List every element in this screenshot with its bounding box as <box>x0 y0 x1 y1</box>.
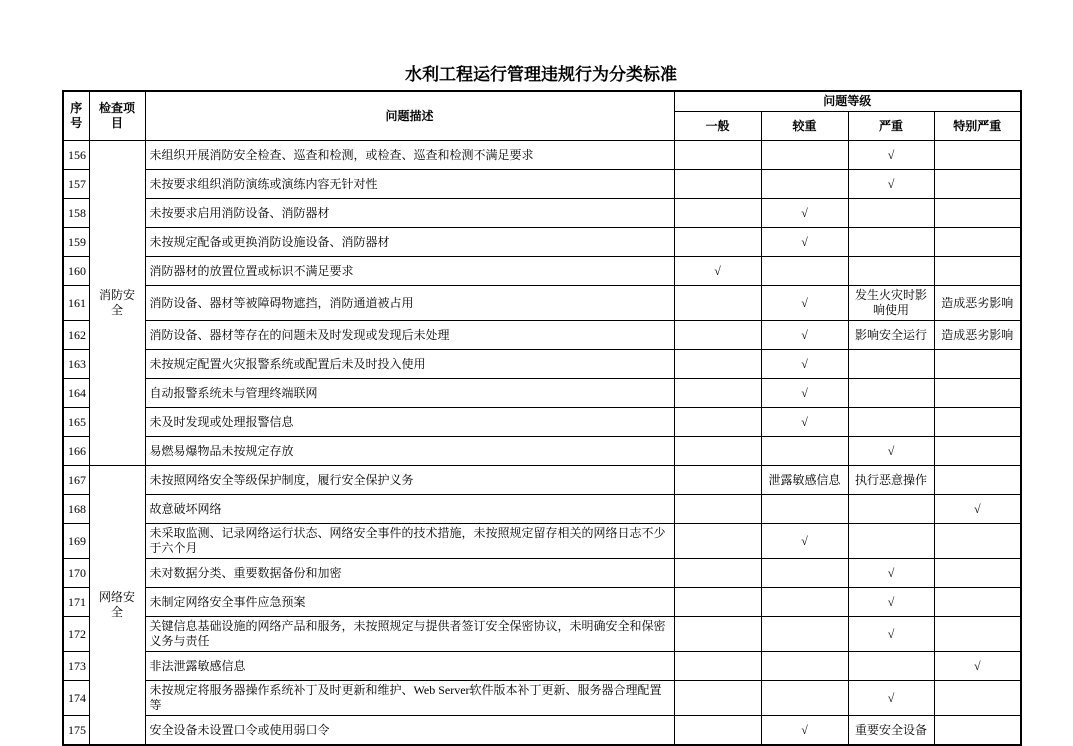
category-cell: 消防安全 <box>89 141 145 466</box>
level-critical-cell <box>934 257 1021 286</box>
table-row <box>63 466 1021 495</box>
page-title: 水利工程运行管理违规行为分类标准 <box>405 65 677 84</box>
problem-description: 消防设备、器材等被障碍物遮挡，消防通道被占用 <box>145 286 674 321</box>
level-moderate-cell: √ <box>761 321 848 350</box>
level-critical-cell <box>934 466 1021 495</box>
problem-description: 关键信息基础设施的网络产品和服务，未按照规定与提供者签订安全保密协议，未明确安全和保密义务与责任 <box>145 617 674 652</box>
level-critical-cell <box>934 141 1021 170</box>
problem-description: 未对数据分类、重要数据备份和加密 <box>145 559 674 588</box>
level-severe-cell <box>848 495 934 524</box>
level-moderate-cell: √ <box>761 716 848 746</box>
row-serial: 159 <box>63 228 89 257</box>
row-serial: 158 <box>63 199 89 228</box>
problem-description: 消防设备、器材等存在的问题未及时发现或发现后未处理 <box>145 321 674 350</box>
level-critical-cell <box>934 170 1021 199</box>
problem-description: 自动报警系统未与管理终端联网 <box>145 379 674 408</box>
row-serial: 171 <box>63 588 89 617</box>
header-level-group: 问题等级 <box>674 91 1021 112</box>
table-row <box>63 652 1021 681</box>
level-severe-cell: √ <box>848 437 934 466</box>
level-moderate-cell <box>761 588 848 617</box>
table-row <box>63 350 1021 379</box>
level-critical-cell <box>934 524 1021 559</box>
row-serial: 163 <box>63 350 89 379</box>
table-row <box>63 170 1021 199</box>
level-severe-cell: 执行恶意操作 <box>848 466 934 495</box>
problem-description: 未按要求组织消防演练或演练内容无针对性 <box>145 170 674 199</box>
level-general-cell: √ <box>674 257 761 286</box>
problem-description: 未采取监测、记录网络运行状态、网络安全事件的技术措施，未按照规定留存相关的网络日志不少于六个月 <box>145 524 674 559</box>
row-serial: 170 <box>63 559 89 588</box>
level-general-cell <box>674 170 761 199</box>
row-serial: 167 <box>63 466 89 495</box>
level-general-cell <box>674 321 761 350</box>
level-general-cell <box>674 559 761 588</box>
level-moderate-cell: √ <box>761 350 848 379</box>
level-general-cell <box>674 524 761 559</box>
table-row <box>63 588 1021 617</box>
level-moderate-cell: √ <box>761 199 848 228</box>
level-severe-cell: √ <box>848 170 934 199</box>
level-critical-cell: √ <box>934 652 1021 681</box>
level-severe-cell: 发生火灾时影响使用 <box>848 286 934 321</box>
level-critical-cell <box>934 379 1021 408</box>
level-general-cell <box>674 228 761 257</box>
level-general-cell <box>674 716 761 746</box>
table-header <box>63 91 1021 141</box>
problem-description: 未组织开展消防安全检查、巡查和检测，或检查、巡查和检测不满足要求 <box>145 141 674 170</box>
problem-description: 安全设备未设置口令或使用弱口令 <box>145 716 674 746</box>
row-serial: 166 <box>63 437 89 466</box>
problem-description: 非法泄露敏感信息 <box>145 652 674 681</box>
level-severe-cell <box>848 652 934 681</box>
level-general-cell <box>674 466 761 495</box>
level-critical-cell <box>934 559 1021 588</box>
table-row <box>63 408 1021 437</box>
table-row <box>63 716 1021 746</box>
level-general-cell <box>674 588 761 617</box>
level-critical-cell: 造成恶劣影响 <box>934 321 1021 350</box>
problem-description: 易燃易爆物品未按规定存放 <box>145 437 674 466</box>
level-severe-cell: √ <box>848 141 934 170</box>
level-severe-cell <box>848 228 934 257</box>
table-row <box>63 437 1021 466</box>
level-critical-cell <box>934 716 1021 746</box>
row-serial: 165 <box>63 408 89 437</box>
header-description: 问题描述 <box>145 91 674 141</box>
table-row <box>63 257 1021 286</box>
level-moderate-cell <box>761 652 848 681</box>
table-row <box>63 321 1021 350</box>
problem-description: 未制定网络安全事件应急预案 <box>145 588 674 617</box>
level-moderate-cell: 泄露敏感信息 <box>761 466 848 495</box>
level-critical-cell <box>934 681 1021 716</box>
level-general-cell <box>674 617 761 652</box>
level-general-cell <box>674 286 761 321</box>
row-serial: 169 <box>63 524 89 559</box>
level-general-cell <box>674 681 761 716</box>
table-row <box>63 617 1021 652</box>
table-row <box>63 228 1021 257</box>
level-critical-cell <box>934 617 1021 652</box>
level-critical-cell <box>934 408 1021 437</box>
header-row-top <box>63 91 1021 112</box>
level-moderate-cell <box>761 617 848 652</box>
level-moderate-cell: √ <box>761 228 848 257</box>
header-serial: 序号 <box>63 91 89 141</box>
level-severe-cell <box>848 379 934 408</box>
row-serial: 164 <box>63 379 89 408</box>
row-serial: 161 <box>63 286 89 321</box>
problem-description: 故意破坏网络 <box>145 495 674 524</box>
level-general-cell <box>674 379 761 408</box>
level-general-cell <box>674 199 761 228</box>
level-severe-cell: √ <box>848 681 934 716</box>
table-row <box>63 681 1021 716</box>
row-serial: 172 <box>63 617 89 652</box>
category-cell: 网络安全 <box>89 466 145 746</box>
problem-description: 未按规定配备或更换消防设施设备、消防器材 <box>145 228 674 257</box>
level-moderate-cell <box>761 437 848 466</box>
row-serial: 168 <box>63 495 89 524</box>
row-serial: 174 <box>63 681 89 716</box>
row-serial: 162 <box>63 321 89 350</box>
level-critical-cell: 造成恶劣影响 <box>934 286 1021 321</box>
problem-description: 消防器材的放置位置或标识不满足要求 <box>145 257 674 286</box>
level-severe-cell: 影响安全运行 <box>848 321 934 350</box>
table-body <box>63 141 1021 746</box>
table-row <box>63 141 1021 170</box>
table-row <box>63 286 1021 321</box>
level-moderate-cell: √ <box>761 524 848 559</box>
header-category: 检查项目 <box>89 91 145 141</box>
level-severe-cell <box>848 350 934 379</box>
level-severe-cell <box>848 408 934 437</box>
level-severe-cell: √ <box>848 588 934 617</box>
level-general-cell <box>674 437 761 466</box>
level-general-cell <box>674 652 761 681</box>
level-critical-cell <box>934 437 1021 466</box>
level-moderate-cell <box>761 170 848 199</box>
level-moderate-cell <box>761 559 848 588</box>
level-severe-cell: √ <box>848 617 934 652</box>
header-level-moderate: 较重 <box>761 112 848 141</box>
row-serial: 157 <box>63 170 89 199</box>
level-severe-cell <box>848 199 934 228</box>
level-moderate-cell <box>761 681 848 716</box>
header-level-severe: 严重 <box>848 112 934 141</box>
row-serial: 156 <box>63 141 89 170</box>
level-moderate-cell <box>761 141 848 170</box>
level-moderate-cell <box>761 495 848 524</box>
level-moderate-cell: √ <box>761 379 848 408</box>
level-severe-cell: 重要安全设备 <box>848 716 934 746</box>
problem-description: 未按照网络安全等级保护制度，履行安全保护义务 <box>145 466 674 495</box>
table-row <box>63 495 1021 524</box>
level-critical-cell <box>934 199 1021 228</box>
problem-description: 未按要求启用消防设备、消防器材 <box>145 199 674 228</box>
problem-description: 未按规定将服务器操作系统补丁及时更新和维护、Web Server软件版本补丁更新、服务器合理配置等 <box>145 681 674 716</box>
problem-description: 未及时发现或处理报警信息 <box>145 408 674 437</box>
level-critical-cell: √ <box>934 495 1021 524</box>
level-severe-cell <box>848 524 934 559</box>
row-serial: 160 <box>63 257 89 286</box>
level-general-cell <box>674 141 761 170</box>
classification-table <box>62 90 1022 746</box>
level-critical-cell <box>934 588 1021 617</box>
level-general-cell <box>674 408 761 437</box>
level-critical-cell <box>934 350 1021 379</box>
table-row <box>63 559 1021 588</box>
table-row <box>63 379 1021 408</box>
header-level-critical: 特别严重 <box>934 112 1021 141</box>
level-critical-cell <box>934 228 1021 257</box>
level-moderate-cell: √ <box>761 408 848 437</box>
problem-description: 未按规定配置火灾报警系统或配置后未及时投入使用 <box>145 350 674 379</box>
table-row <box>63 199 1021 228</box>
level-severe-cell: √ <box>848 559 934 588</box>
level-moderate-cell: √ <box>761 286 848 321</box>
row-serial: 173 <box>63 652 89 681</box>
level-moderate-cell <box>761 257 848 286</box>
level-severe-cell <box>848 257 934 286</box>
table-row <box>63 524 1021 559</box>
level-general-cell <box>674 495 761 524</box>
level-general-cell <box>674 350 761 379</box>
header-level-general: 一般 <box>674 112 761 141</box>
row-serial: 175 <box>63 716 89 746</box>
